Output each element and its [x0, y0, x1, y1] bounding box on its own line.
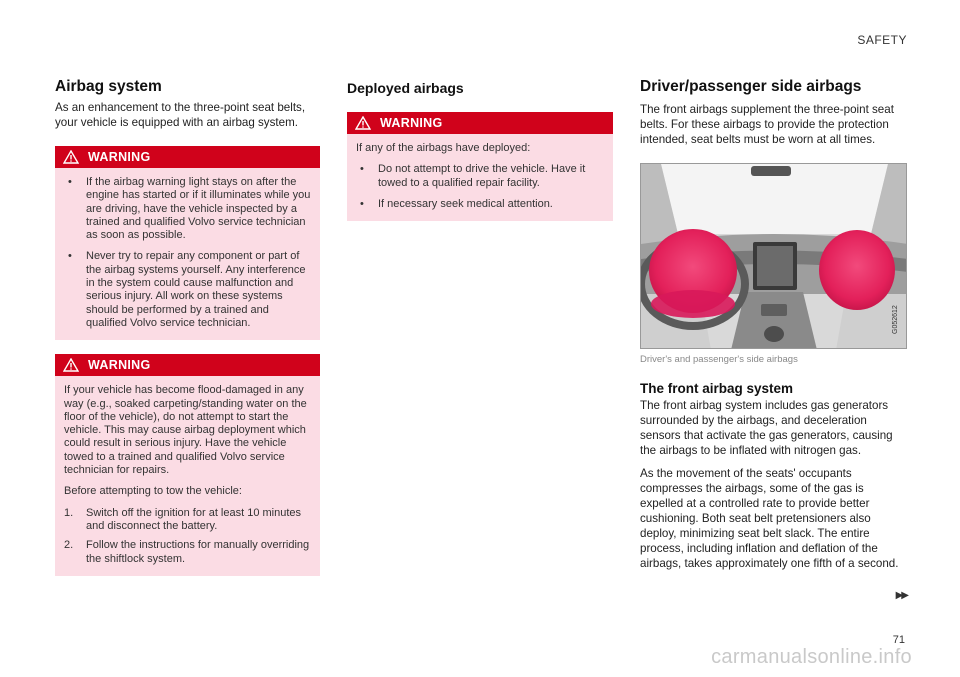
tow-step: 1. Switch off the ignition for at least 10 minutes and disconnect the battery. [64, 506, 302, 532]
watermark-logo: carmanualsonline.info [711, 646, 912, 668]
warning-list-item: • If necessary seek medical attention. [360, 197, 553, 210]
warning-list-item: • Never try to repair any component or part of the airbag systems yourself. Any interference in the system could cause malfunction and serious injury. All work on these systems should be performed by a trained and qualified Volvo service technician. [68, 250, 306, 329]
page-header-section: SAFETY [857, 33, 907, 47]
airbag-illustration [640, 163, 907, 349]
warning-label: WARNING [88, 358, 151, 373]
car-interior-illustration [641, 164, 907, 349]
front-airbag-para-2: As the movement of the seats' occupants compresses the airbags, some of the gas is expelled at a controlled rate to provide better cushioning. Both seat belt pretensioners also deploy, minimizing seat belt slack. The entire process, including inflation and deflation of the airbags, takes approximately one fifth of a second. [640, 467, 899, 570]
section-title-airbag-system: Airbag system [55, 78, 162, 95]
warning-label: WARNING [380, 116, 443, 130]
next-page-arrow-icon[interactable]: ▶▶ [895, 590, 907, 601]
column-airbag-system [55, 78, 320, 576]
warning-header [347, 112, 613, 134]
tow-instructions-intro: Before attempting to tow the vehicle: [64, 485, 242, 498]
page-number: 71 [892, 634, 905, 646]
warning-header [55, 354, 320, 376]
warning-triangle-icon [355, 116, 371, 130]
warning-label: WARNING [88, 150, 151, 164]
section-title-deployed-airbags: Deployed airbags [347, 80, 464, 96]
warning-header [55, 146, 320, 168]
warning-triangle-icon [63, 150, 79, 164]
front-airbag-para-1: The front airbag system includes gas generators surrounded by the airbags, and deceleration sensors that activate the gas generators, causing the airbags to be inflated with nitrogen gas. [640, 399, 893, 457]
warning-box-deployed [347, 112, 613, 221]
airbag-system-intro: As an enhancement to the three-point seat belts, your vehicle is equipped with an airbag system. [55, 101, 306, 129]
warning-list-item: • If the airbag warning light stays on after the engine has started or if it illuminates while you are driving, have the vehicle inspected by a trained and qualified Volvo service technician as soon as possible. [68, 176, 311, 242]
warning-list-item: • Do not attempt to drive the vehicle. Have it towed to a qualified repair facility. [360, 163, 586, 189]
column-side-airbags [640, 78, 907, 571]
column-deployed-airbags [347, 78, 613, 221]
flood-warning-text: If your vehicle has become flood-damaged in any way (e.g., soaked carpeting/standing water on the floor of the vehicle), do not attempt to start the vehicle. This may cause airbag deployment which could result in serious injury. Have the vehicle towed to a trained and qualified Volvo service technician for repairs. [64, 384, 307, 477]
warning-box-1 [55, 146, 320, 340]
figure-caption: Driver's and passenger's side airbags [640, 354, 798, 365]
deployed-warning-intro: If any of the airbags have deployed: [356, 142, 531, 154]
section-title-side-airbags: Driver/passenger side airbags [640, 78, 862, 95]
side-airbags-intro: The front airbags supplement the three-point seat belts. For these airbags to provide the protection intended, seat belts must be worn at all times. [640, 103, 894, 146]
tow-step: 2. Follow the instructions for manually overriding the shiftlock system. [64, 539, 310, 565]
warning-triangle-icon [63, 358, 79, 372]
figure-code: G052612 [892, 305, 899, 334]
warning-box-2 [55, 354, 320, 576]
subsection-title-front-airbag-system: The front airbag system [640, 381, 794, 396]
